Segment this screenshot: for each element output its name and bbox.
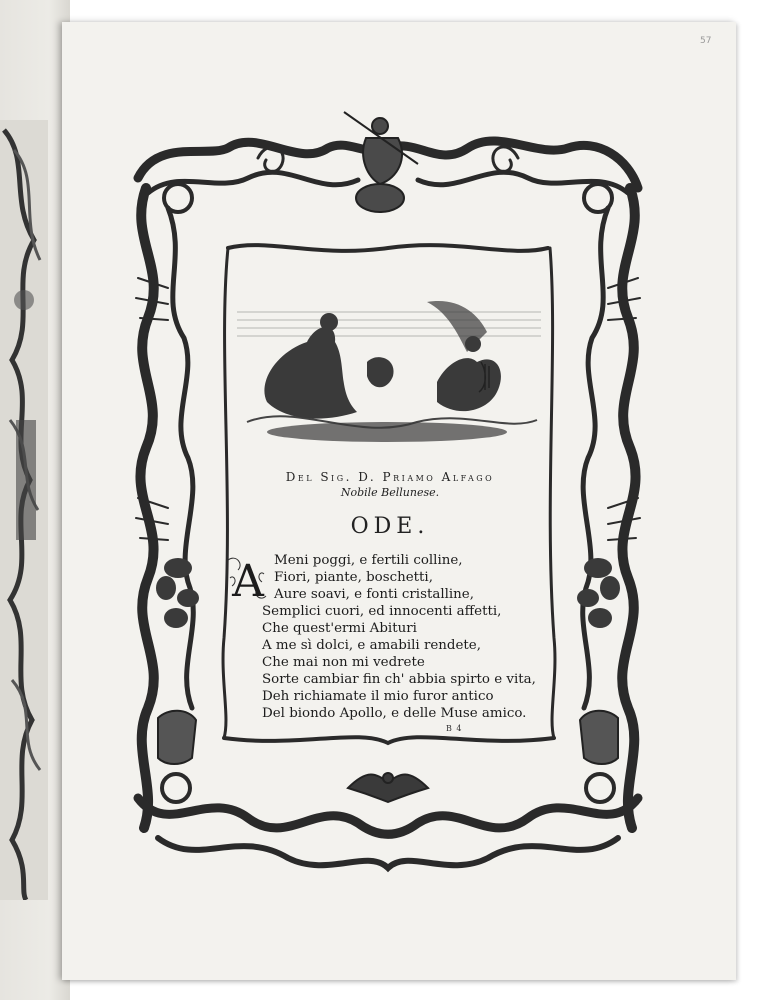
verse-line: Fiori, piante, boschetti, [274,570,433,585]
ornamental-drop-cap [226,552,270,604]
ode-author-subheading: Nobile Bellunese. [340,486,440,499]
verse-line: Che mai non mi vedrete [262,655,425,670]
ode-title: ODE. [350,514,430,539]
verse-line: Meni poggi, e fertili colline, [274,553,463,568]
ode-author-heading: Del Sig. D. Priamo Alfago [285,470,495,484]
apollo-vignette-engraving [237,292,541,444]
signature-mark: B 4 [446,724,463,733]
verse-line: Aure soavi, e fonti cristalline, [274,587,474,602]
page-mark: 57 [700,36,712,46]
verse-line: Sorte cambiar fin ch' abbia spirto e vita, [262,672,536,687]
verse-line: A me sì dolci, e amabili rendete, [262,638,481,653]
verse-line: Che quest'ermi Abituri [262,621,417,636]
verse-line: Semplici cuori, ed innocenti affetti, [262,604,502,619]
facing-page [0,0,70,1000]
drop-cap-letter: A [232,556,264,604]
facing-page-engraving [0,120,48,900]
verse-line: Del biondo Apollo, e delle Muse amico. [262,706,527,721]
verse-line: Deh richiamate il mio furor antico [262,689,494,704]
